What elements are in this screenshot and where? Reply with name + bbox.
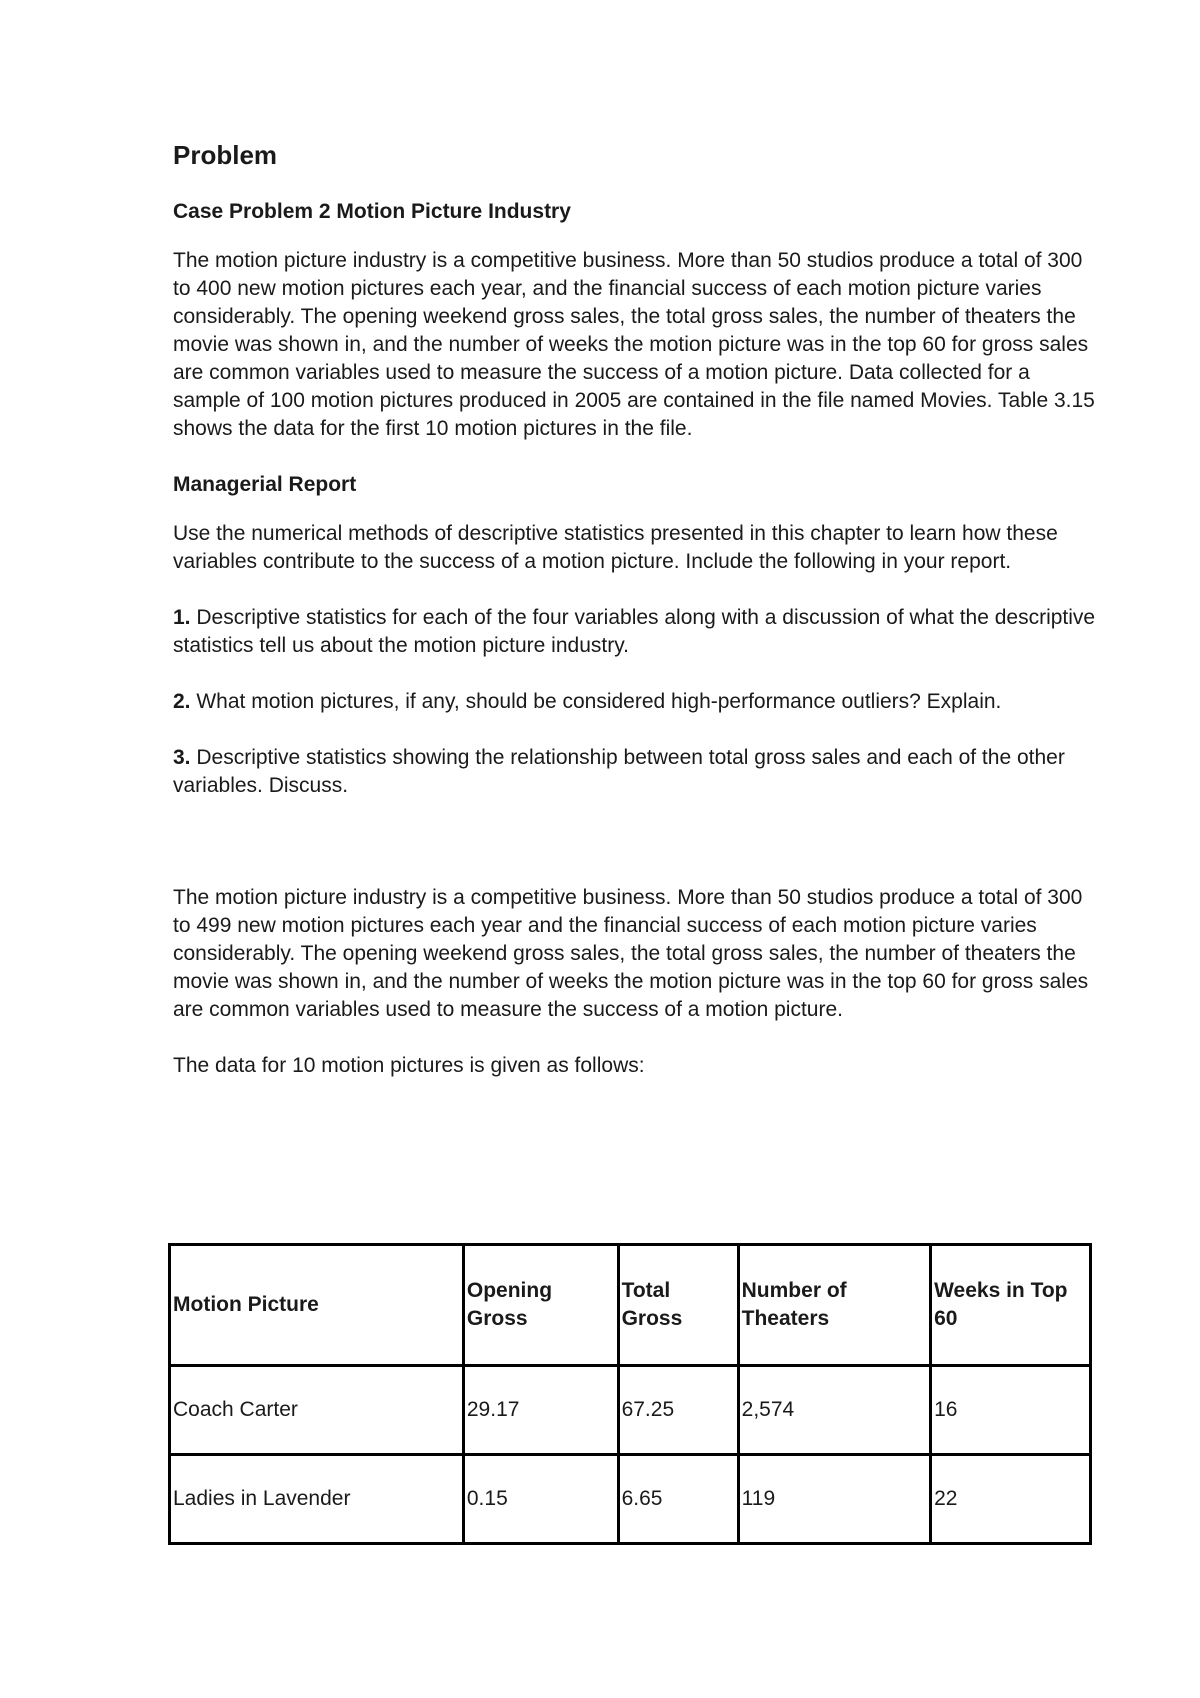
item-number: 2. (173, 690, 191, 713)
report-intro-paragraph: Use the numerical methods of descriptive statistics presented in this chapter to learn how these variables contribute to the success of a motion picture. Include the following in your report. (173, 522, 1058, 573)
report-item (173, 604, 1103, 660)
item-number: 1. (173, 606, 191, 629)
item-text: Descriptive statistics for each of the four variables along with a discussion of what the descriptive statistics tell us about the motion picture industry. (173, 606, 1096, 657)
table-row (170, 1455, 1091, 1544)
table-cell: Ladies in Lavender (170, 1455, 464, 1544)
header-cell-motion-picture: Motion Picture (170, 1245, 464, 1366)
table-header-row (170, 1245, 1091, 1366)
case-title: Case Problem 2 Motion Picture Industry (173, 200, 571, 223)
header-cell-opening-gross: Opening Gross (463, 1245, 618, 1366)
table-cell: 119 (738, 1455, 930, 1544)
table-cell: 16 (931, 1366, 1091, 1455)
table-intro: The data for 10 motion pictures is given as follows: (173, 1054, 645, 1077)
table-cell: 67.25 (618, 1366, 738, 1455)
data-table (168, 1243, 1092, 1545)
header-cell-total-gross: Total Gross (618, 1245, 738, 1366)
report-item (173, 744, 1103, 800)
answer-intro-paragraph: The motion picture industry is a competitive business. More than 50 studios produce a total of 300 to 499 new motion pictures each year and the financial success of each motion picture varies considerably. The opening weekend gross sales, the total gross sales, the number of theaters the movie was shown in, and the number of weeks the motion picture was in the top 60 for gross sales are common variables used to measure the success of a motion picture. (173, 886, 1089, 1021)
table-cell: 22 (931, 1455, 1091, 1544)
document-page (173, 138, 1103, 1108)
header-cell-number-of-theaters: Number of Theaters (738, 1245, 930, 1366)
table-row (170, 1366, 1091, 1455)
table-cell: 2,574 (738, 1366, 930, 1455)
document-title: Problem (173, 140, 278, 170)
header-cell-weeks-in-top-60: Weeks in Top 60 (931, 1245, 1091, 1366)
table-cell: 29.17 (463, 1366, 618, 1455)
item-text: What motion pictures, if any, should be considered high-performance outliers? Explain. (190, 690, 1002, 713)
intro-paragraph: The motion picture industry is a competitive business. More than 50 studios produce a total of 300 to 400 new motion pictures each year, and the financial success of each motion picture varies considerably. The opening weekend gross sales, the total gross sales, the number of theaters the movie was shown in, and the number of weeks the motion picture was in the top 60 for gross sales are common variables used to measure the success of a motion picture. Data collected for a sample of 100 motion pictures produced in 2005 are contained in the file named Movies. Table 3.15 shows the data for the first 10 motion pictures in the file. (173, 249, 1095, 440)
table-cell: 6.65 (618, 1455, 738, 1544)
table-cell: Coach Carter (170, 1366, 464, 1455)
report-heading: Managerial Report (173, 473, 357, 496)
item-number: 3. (173, 746, 191, 769)
table-cell: 0.15 (463, 1455, 618, 1544)
item-text: Descriptive statistics showing the relationship between total gross sales and each of the other variables. Discuss. (173, 746, 1065, 797)
report-item (173, 688, 1103, 716)
